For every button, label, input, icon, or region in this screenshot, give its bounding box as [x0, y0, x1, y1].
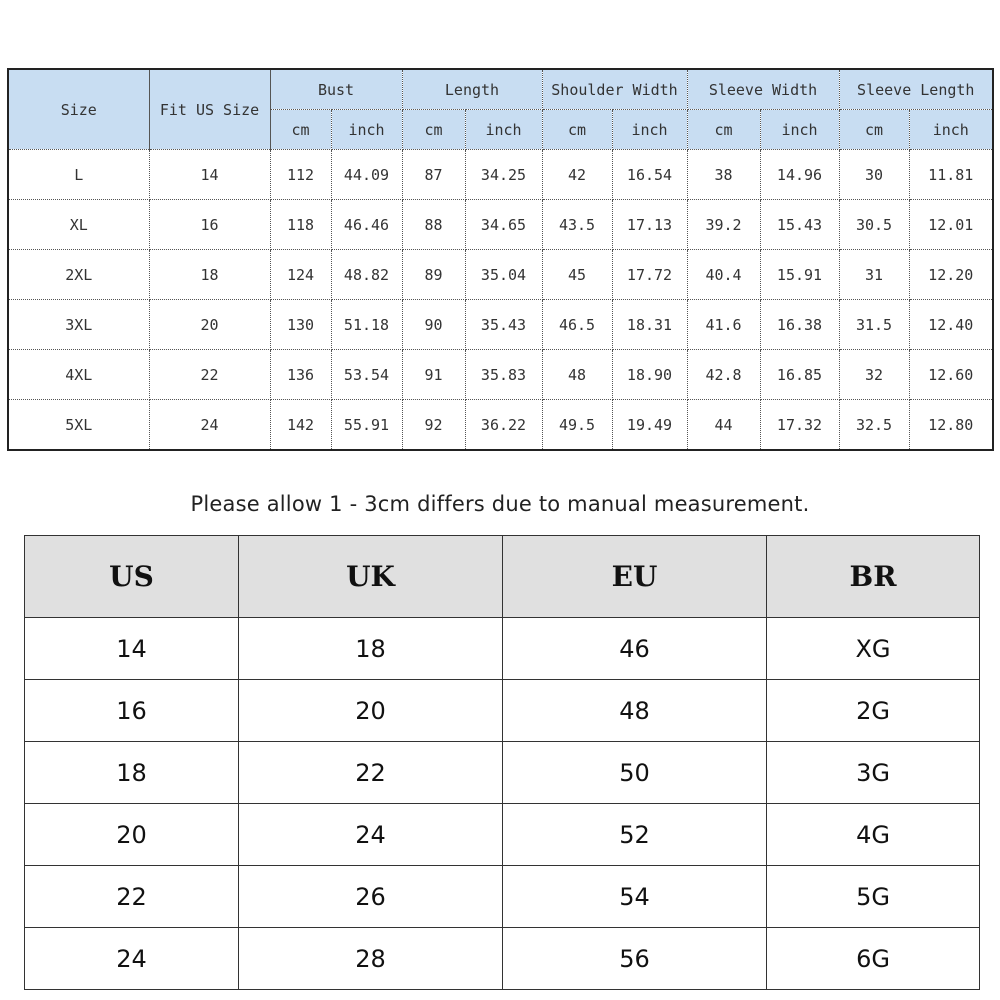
table-cell: 42: [542, 150, 612, 200]
table-cell: 36.22: [465, 400, 542, 451]
table-cell: 40.4: [687, 250, 760, 300]
header-eu: EU: [503, 536, 767, 618]
table-row: [8, 200, 993, 250]
table-cell: 48: [503, 680, 767, 742]
table-cell: 39.2: [687, 200, 760, 250]
table-cell: 2G: [767, 680, 980, 742]
table-cell: 18.31: [612, 300, 687, 350]
size-conversion-table: [24, 535, 980, 990]
table-cell: 14: [149, 150, 270, 200]
table-cell: 3G: [767, 742, 980, 804]
table-cell: 35.83: [465, 350, 542, 400]
table-cell: L: [8, 150, 149, 200]
table-cell: 136: [270, 350, 331, 400]
table-cell: 16: [149, 200, 270, 250]
table-cell: 16: [25, 680, 239, 742]
table-row: [25, 866, 980, 928]
table-cell: 17.32: [760, 400, 839, 451]
table-row: [25, 618, 980, 680]
table-cell: 24: [25, 928, 239, 990]
table-cell: 15.91: [760, 250, 839, 300]
header-shoulder-width: Shoulder Width: [542, 69, 687, 110]
table-cell: 89: [402, 250, 465, 300]
table-cell: 55.91: [331, 400, 402, 451]
header-length: Length: [402, 69, 542, 110]
header-us: US: [25, 536, 239, 618]
table-cell: 19.49: [612, 400, 687, 451]
table-cell: 30: [839, 150, 909, 200]
table-cell: 18: [239, 618, 503, 680]
unit-cm: cm: [542, 110, 612, 150]
table-cell: 16.85: [760, 350, 839, 400]
header-bust: Bust: [270, 69, 402, 110]
table-cell: 50: [503, 742, 767, 804]
table-cell: 45: [542, 250, 612, 300]
table-cell: 42.8: [687, 350, 760, 400]
table-cell: XL: [8, 200, 149, 250]
table-cell: 41.6: [687, 300, 760, 350]
table-cell: 34.25: [465, 150, 542, 200]
table-cell: 24: [239, 804, 503, 866]
table-cell: 53.54: [331, 350, 402, 400]
table-cell: 34.65: [465, 200, 542, 250]
table-cell: 46: [503, 618, 767, 680]
unit-inch: inch: [909, 110, 993, 150]
table-cell: 52: [503, 804, 767, 866]
unit-inch: inch: [612, 110, 687, 150]
table-cell: 32: [839, 350, 909, 400]
header-sleeve-width: Sleeve Width: [687, 69, 839, 110]
unit-inch: inch: [465, 110, 542, 150]
table-cell: 44: [687, 400, 760, 451]
unit-inch: inch: [760, 110, 839, 150]
table-cell: 48.82: [331, 250, 402, 300]
unit-cm: cm: [402, 110, 465, 150]
table-row: [8, 300, 993, 350]
table-cell: 56: [503, 928, 767, 990]
table-cell: 20: [239, 680, 503, 742]
table-cell: 15.43: [760, 200, 839, 250]
table-row: [8, 250, 993, 300]
table-cell: 48: [542, 350, 612, 400]
table-cell: 46.5: [542, 300, 612, 350]
table-cell: 11.81: [909, 150, 993, 200]
table-cell: 17.13: [612, 200, 687, 250]
table-cell: 35.43: [465, 300, 542, 350]
table-cell: 4XL: [8, 350, 149, 400]
table-cell: 20: [25, 804, 239, 866]
table-cell: 35.04: [465, 250, 542, 300]
table-cell: 12.40: [909, 300, 993, 350]
header-fit-us-size: Fit US Size: [149, 69, 270, 150]
table-cell: 14.96: [760, 150, 839, 200]
header-br: BR: [767, 536, 980, 618]
table-cell: 22: [149, 350, 270, 400]
unit-cm: cm: [839, 110, 909, 150]
unit-cm: cm: [687, 110, 760, 150]
table-cell: 12.80: [909, 400, 993, 451]
header-size: Size: [8, 69, 149, 150]
unit-inch: inch: [331, 110, 402, 150]
table-cell: 3XL: [8, 300, 149, 350]
table-cell: 24: [149, 400, 270, 451]
table-row: [25, 928, 980, 990]
table-row: [8, 350, 993, 400]
table-cell: XG: [767, 618, 980, 680]
table-cell: 130: [270, 300, 331, 350]
table-cell: 32.5: [839, 400, 909, 451]
table-cell: 17.72: [612, 250, 687, 300]
table-cell: 2XL: [8, 250, 149, 300]
conversion-table-header: [25, 536, 980, 618]
table-cell: 88: [402, 200, 465, 250]
table-cell: 6G: [767, 928, 980, 990]
table-cell: 54: [503, 866, 767, 928]
table-cell: 18: [25, 742, 239, 804]
table-cell: 12.01: [909, 200, 993, 250]
table-cell: 28: [239, 928, 503, 990]
table-row: [8, 400, 993, 451]
unit-cm: cm: [270, 110, 331, 150]
table-cell: 18: [149, 250, 270, 300]
table-cell: 30.5: [839, 200, 909, 250]
table-cell: 112: [270, 150, 331, 200]
table-cell: 31.5: [839, 300, 909, 350]
size-table-body: [8, 150, 993, 451]
table-cell: 16.54: [612, 150, 687, 200]
table-cell: 26: [239, 866, 503, 928]
table-cell: 142: [270, 400, 331, 451]
table-cell: 5XL: [8, 400, 149, 451]
table-cell: 87: [402, 150, 465, 200]
table-cell: 51.18: [331, 300, 402, 350]
table-cell: 5G: [767, 866, 980, 928]
table-cell: 90: [402, 300, 465, 350]
header-uk: UK: [239, 536, 503, 618]
table-cell: 16.38: [760, 300, 839, 350]
table-cell: 92: [402, 400, 465, 451]
table-cell: 18.90: [612, 350, 687, 400]
table-cell: 22: [239, 742, 503, 804]
table-cell: 118: [270, 200, 331, 250]
table-cell: 4G: [767, 804, 980, 866]
table-cell: 14: [25, 618, 239, 680]
table-cell: 124: [270, 250, 331, 300]
table-cell: 22: [25, 866, 239, 928]
table-cell: 38: [687, 150, 760, 200]
table-cell: 12.60: [909, 350, 993, 400]
table-row: [25, 680, 980, 742]
table-cell: 12.20: [909, 250, 993, 300]
measurement-note: Please allow 1 - 3cm differs due to manual measurement.: [190, 492, 810, 516]
table-cell: 46.46: [331, 200, 402, 250]
table-cell: 31: [839, 250, 909, 300]
header-sleeve-length: Sleeve Length: [839, 69, 993, 110]
table-row: [8, 150, 993, 200]
size-table-header: [8, 69, 993, 150]
table-cell: 43.5: [542, 200, 612, 250]
table-cell: 20: [149, 300, 270, 350]
table-cell: 44.09: [331, 150, 402, 200]
size-measurement-table: [7, 68, 994, 451]
conversion-table-body: [25, 618, 980, 990]
table-cell: 49.5: [542, 400, 612, 451]
table-row: [25, 742, 980, 804]
table-cell: 91: [402, 350, 465, 400]
table-row: [25, 804, 980, 866]
